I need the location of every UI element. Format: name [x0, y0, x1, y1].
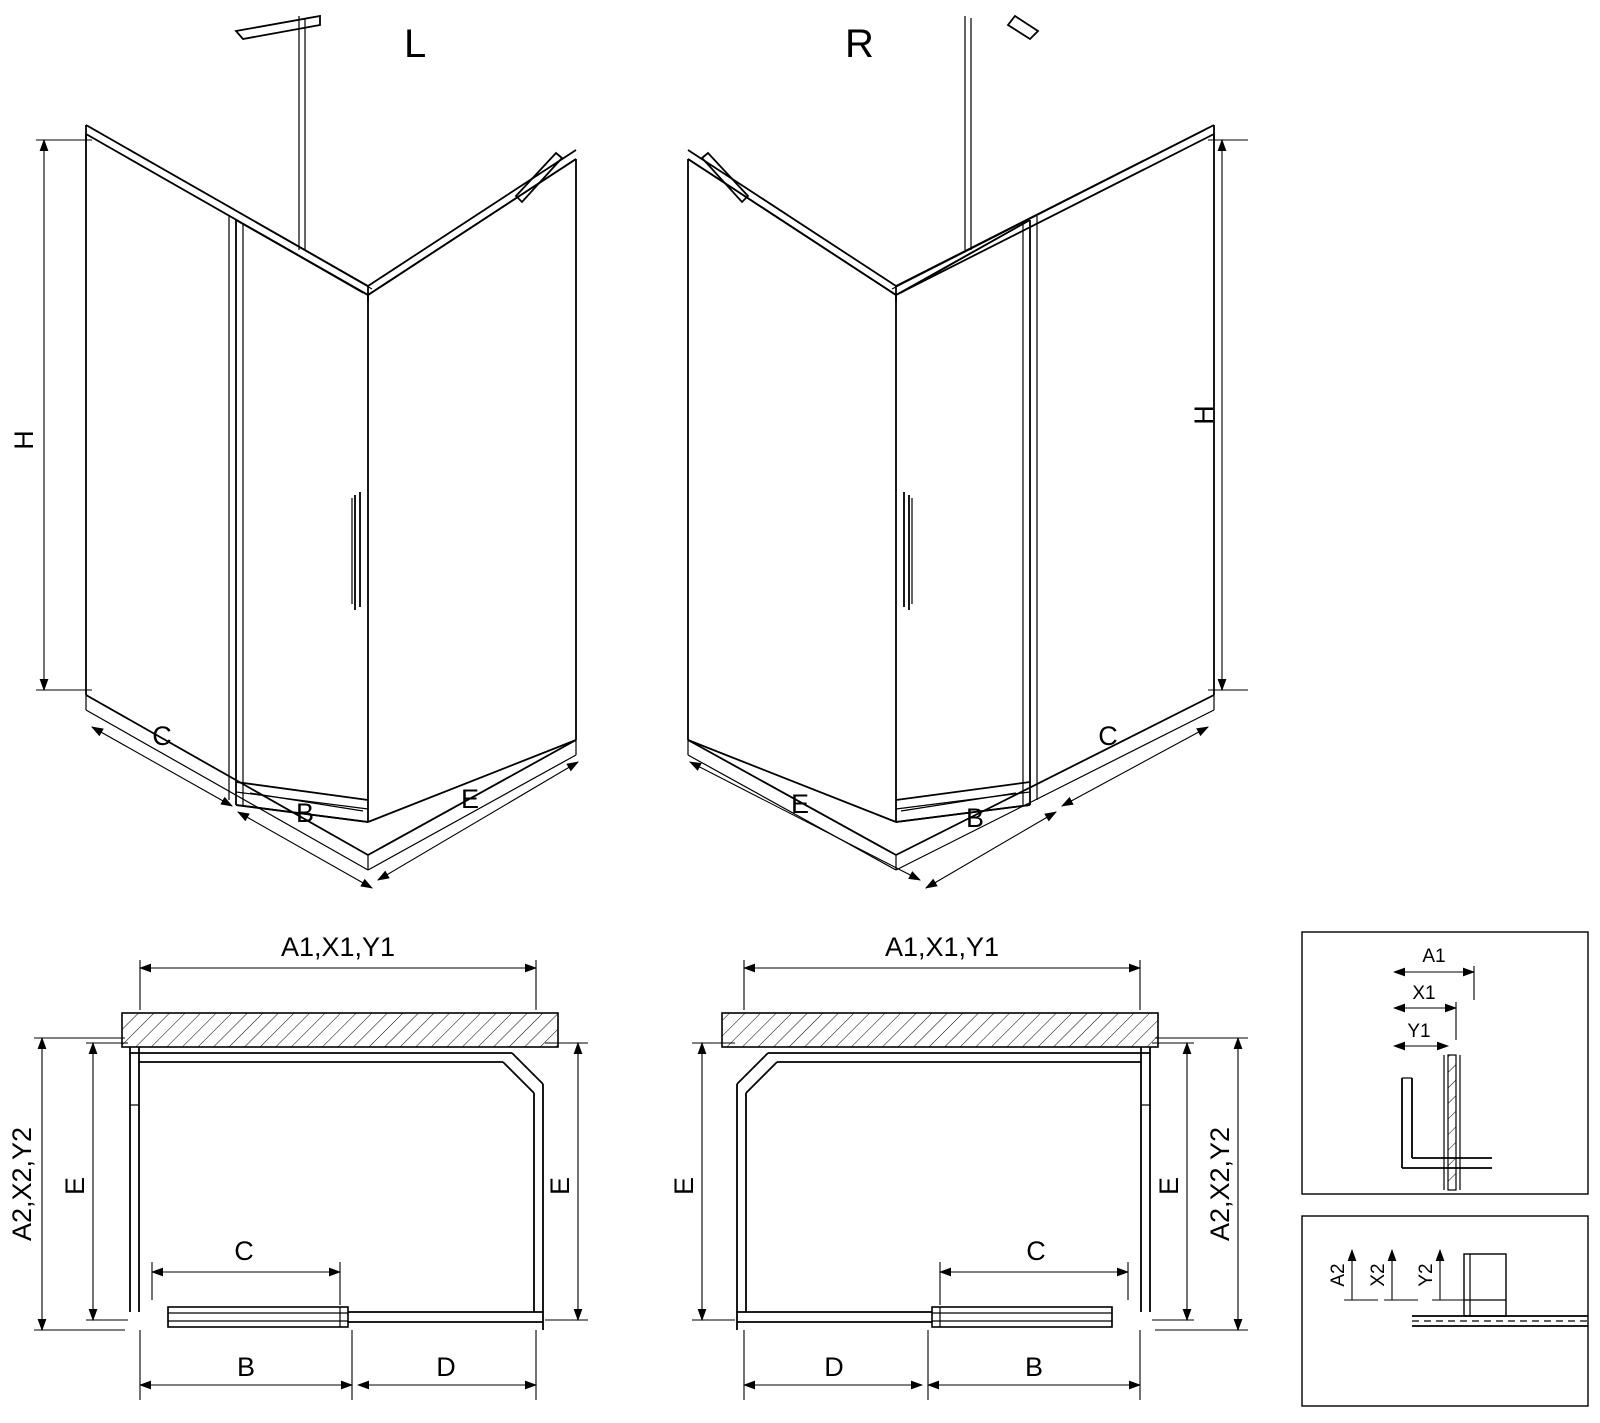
iso-view-left: [9, 16, 578, 888]
plan-right-c-dim: C: [1026, 1236, 1046, 1266]
detail-bottom-x2-dim: X2: [1368, 1263, 1389, 1287]
iso-left-depth-label: C: [152, 721, 172, 751]
iso-right-height-label: H: [1189, 405, 1219, 425]
detail-top-y1-dim: Y1: [1407, 1021, 1431, 1042]
plan-right-inner-e-left: E: [669, 1176, 699, 1196]
plan-left-inner-e-left: E: [60, 1176, 90, 1196]
plan-left-side-dim: A2,X2,Y2: [7, 1126, 37, 1242]
iso-left-variant-label: L: [404, 22, 427, 66]
plan-view-right: [669, 932, 1248, 1400]
plan-left-d-dim: D: [436, 1352, 456, 1382]
iso-left-door-label: B: [295, 798, 315, 828]
detail-bottom-a2-dim: A2: [1328, 1263, 1349, 1287]
plan-left-b-dim: B: [236, 1352, 256, 1382]
plan-left-top-dim: A1,X1,Y1: [280, 932, 396, 962]
detail-bottom-y2-dim: Y2: [1416, 1263, 1437, 1287]
plan-right-b-dim: B: [1024, 1352, 1044, 1382]
detail-view-bottom: [1302, 1216, 1588, 1406]
detail-top-a1-dim: A1: [1422, 946, 1446, 967]
plan-view-left: [7, 932, 588, 1400]
plan-left-c-dim: C: [234, 1236, 254, 1266]
plan-right-d-dim: D: [824, 1352, 844, 1382]
iso-right-width-label: E: [790, 789, 810, 819]
iso-left-width-label: E: [460, 784, 480, 814]
detail-view-top: [1302, 932, 1588, 1194]
detail-top-x1-dim: X1: [1412, 983, 1436, 1004]
plan-right-side-dim: A2,X2,Y2: [1205, 1126, 1235, 1242]
iso-right-door-label: B: [965, 803, 985, 833]
plan-left-inner-e-right: E: [545, 1176, 575, 1196]
iso-right-depth-label: C: [1098, 721, 1118, 751]
iso-left-height-label: H: [9, 430, 39, 450]
iso-right-variant-label: R: [845, 22, 874, 66]
plan-right-top-dim: A1,X1,Y1: [884, 932, 1000, 962]
plan-right-inner-e-right: E: [1154, 1176, 1184, 1196]
iso-view-right: [688, 16, 1248, 888]
